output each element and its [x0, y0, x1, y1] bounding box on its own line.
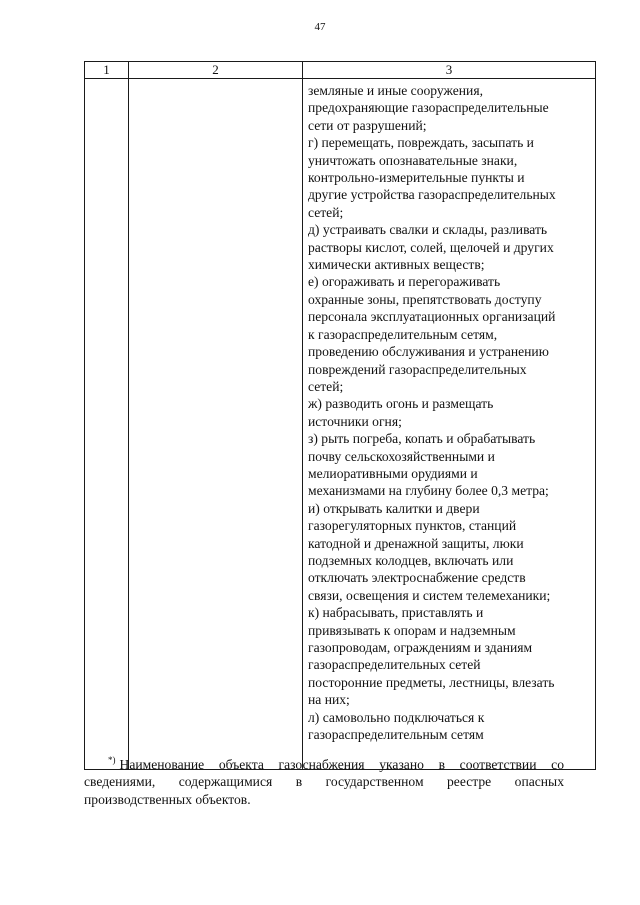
table-cell-col1: [85, 79, 129, 770]
cell-text-line: газорегуляторных пунктов, станций: [308, 518, 517, 534]
column-header-3: 3: [303, 62, 596, 79]
cell-text-line: привязывать к опорам и надземным: [308, 622, 516, 638]
footnote-text: Наименование объекта газоснабжения указано в соответствии со: [119, 757, 564, 772]
column-header-2: 2: [129, 62, 303, 79]
cell-text-line: л) самовольно подключаться к: [308, 709, 485, 725]
document-table: [84, 61, 596, 770]
cell-text-line: к газораспределительным сетям,: [308, 326, 498, 342]
cell-text-line: д) устраивать свалки и склады, разливать: [308, 222, 548, 238]
cell-text-line: сети от разрушений;: [308, 117, 427, 133]
cell-text-line: химически активных веществ;: [308, 257, 485, 273]
cell-text-line: подземных колодцев, включать или: [308, 552, 514, 568]
cell-text-line: газопроводам, ограждениям и зданиям: [308, 640, 533, 655]
footnote-line: производственных объектов.: [84, 791, 251, 807]
cell-text-line: почву сельскохозяйственными и: [308, 448, 495, 464]
cell-text-line: контрольно-измерительные пункты и: [308, 170, 525, 186]
cell-text-line: катодной и дренажной защиты, люки: [308, 535, 524, 551]
cell-text-line: г) перемещать, повреждать, засыпать и: [308, 135, 534, 151]
table-cell-col2: [129, 79, 303, 770]
cell-text-line: проведению обслуживания и устранению: [308, 344, 549, 360]
cell-text-line: персонала эксплуатационных организаций: [308, 309, 556, 325]
cell-text-line: мелиоративными орудиями и: [308, 465, 478, 481]
table-header-row: [85, 62, 596, 79]
footnote-marker: *): [108, 755, 116, 765]
page-number: 47: [314, 21, 326, 33]
cell-text-line: повреждений газораспределительных: [308, 361, 527, 377]
cell-text-line: механизмами на глубину более 0,3 метра;: [308, 483, 549, 499]
cell-text-line: другие устройства газораспределительных: [308, 187, 556, 203]
cell-text-line: отключать электроснабжение средств: [308, 570, 526, 586]
cell-text-line: газораспределительным сетям: [308, 727, 484, 743]
column-header-1: 1: [85, 62, 129, 79]
cell-text-line: растворы кислот, солей, щелочей и других: [308, 239, 554, 255]
cell-text-line: е) огораживать и перегораживать: [308, 274, 501, 290]
cell-text-line: уничтожать опознавательные знаки,: [308, 152, 518, 168]
cell-text-line: сетей;: [308, 204, 344, 220]
cell-text-line: охранные зоны, препятствовать доступу: [308, 291, 542, 307]
cell-text-line: газораспределительных сетей: [308, 657, 481, 673]
cell-text-line: связи, освещения и систем телемеханики;: [308, 587, 551, 603]
cell-text-line: з) рыть погреба, копать и обрабатывать: [308, 431, 536, 447]
cell-text-line: ж) разводить огонь и размещать: [308, 396, 494, 412]
cell-text-line: посторонние предметы, лестницы, влезать: [308, 674, 555, 690]
cell-text-line: источники огня;: [308, 413, 402, 429]
cell-text-line: на них;: [308, 692, 350, 708]
cell-text-line: предохраняющие газораспределительные: [308, 100, 549, 116]
cell-text-line: сетей;: [308, 378, 344, 394]
table-row: [85, 79, 596, 770]
cell-text-line: и) открывать калитки и двери: [308, 500, 480, 516]
cell-text-line: к) набрасывать, приставлять и: [308, 605, 484, 621]
table-cell-col3: [303, 79, 596, 770]
footnote: [84, 756, 564, 808]
footnote-line: сведениями, содержащимися в государственном реестре опасных: [84, 774, 564, 790]
cell-text-line: земляные и иные сооружения,: [308, 83, 483, 98]
footnote-line: [84, 756, 564, 773]
